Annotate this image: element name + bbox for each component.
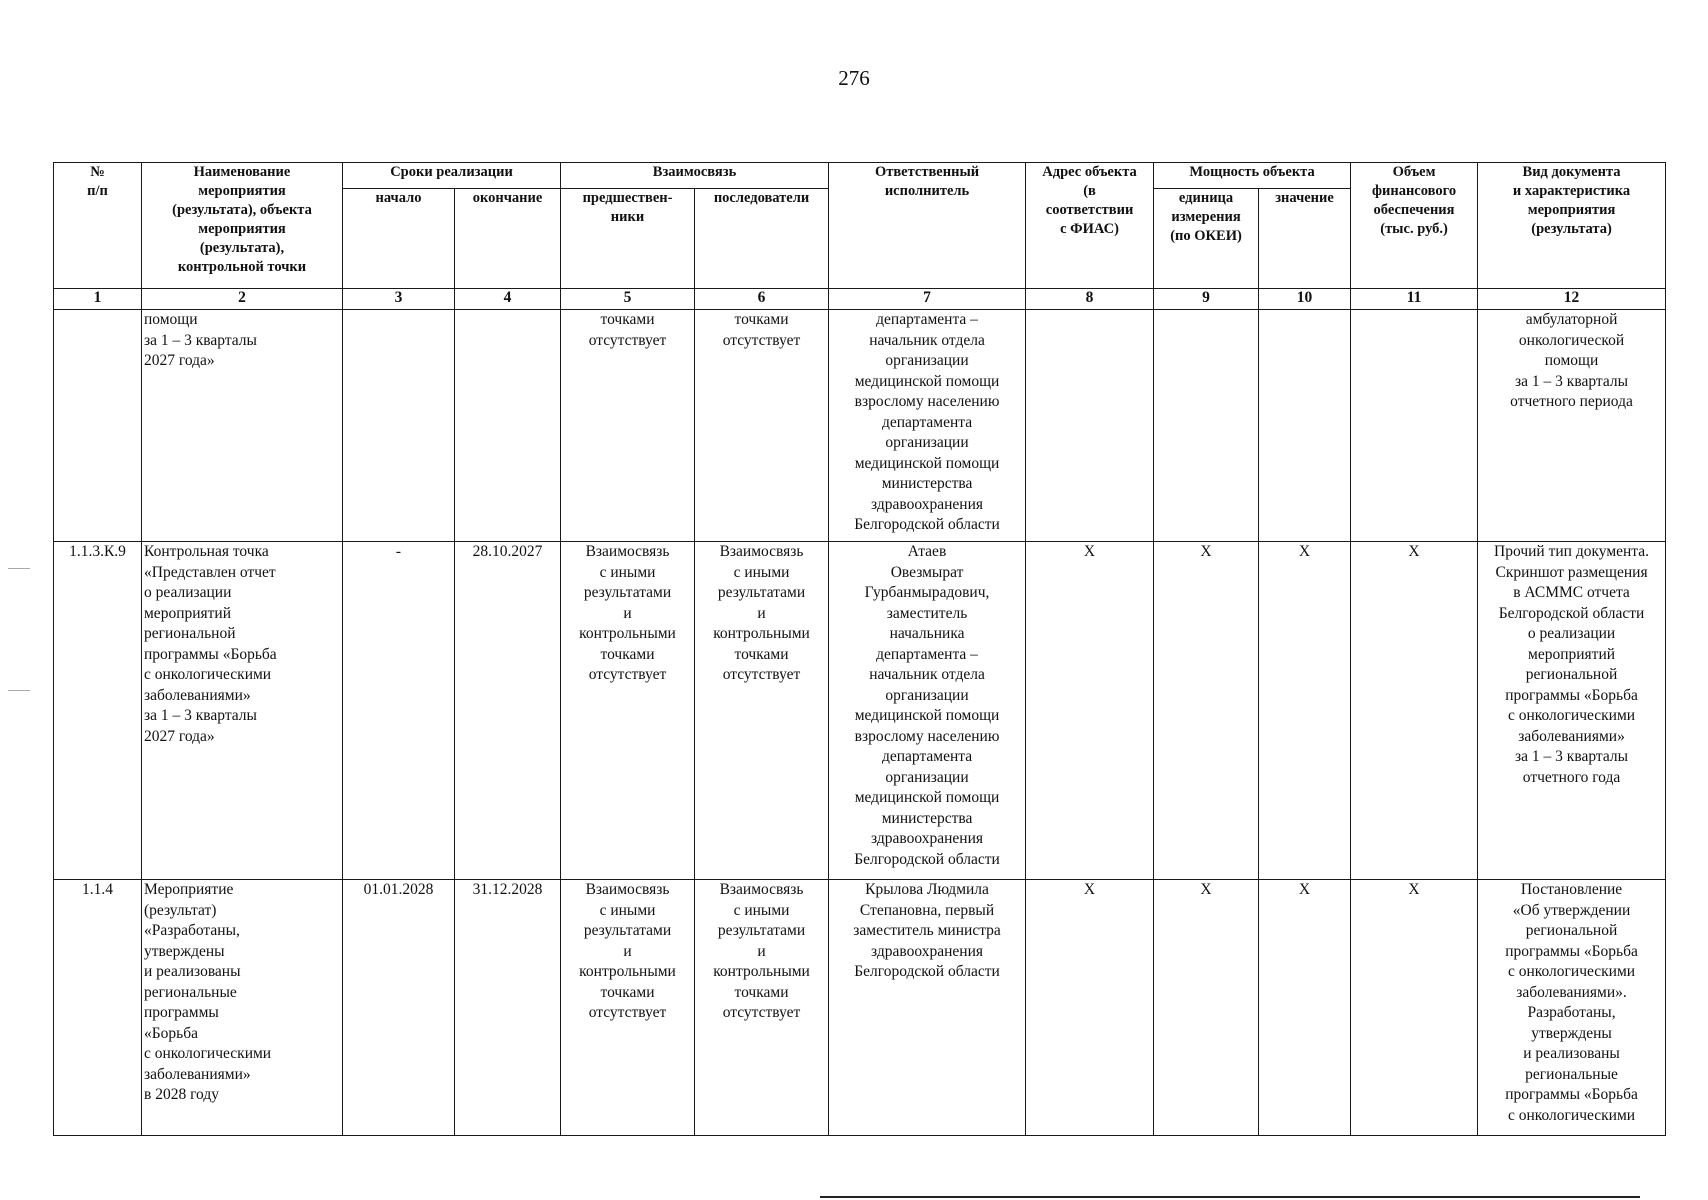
header-doc: Вид документа и характеристика мероприятия (результата) bbox=[1478, 163, 1666, 289]
row-doc: Постановление «Об утверждении региональной программы «Борьба с онкологическими заболеваниями». Разработаны, утверждены и реализованы региональные программы «Борьба с онкологическими bbox=[1478, 880, 1666, 1136]
activities-table bbox=[53, 162, 1666, 1136]
column-number-row bbox=[54, 289, 1666, 310]
row-doc: амбулаторной онкологической помощи за 1 – 3 кварталы отчетного периода bbox=[1478, 310, 1666, 542]
row-name: Контрольная точка «Представлен отчет о реализации мероприятий региональной программы «Борьба с онкологическими заболеваниями» за 1 – 3 кварталы 2027 года» bbox=[142, 542, 343, 880]
table-row bbox=[54, 880, 1666, 1136]
row-start: 01.01.2028 bbox=[343, 880, 455, 1136]
row-start: - bbox=[343, 542, 455, 880]
column-number: 12 bbox=[1478, 289, 1666, 310]
header-name: Наименование мероприятия (результата), объекта мероприятия (результата), контрольной точки bbox=[142, 163, 343, 289]
row-address: Х bbox=[1026, 880, 1154, 1136]
header-successors: последователи bbox=[695, 189, 829, 289]
row-predecessors: Взаимосвязь с иными результатами и контрольными точками отсутствует bbox=[561, 542, 695, 880]
table-row bbox=[54, 542, 1666, 880]
page-number: 276 bbox=[838, 66, 870, 90]
row-predecessors: точками отсутствует bbox=[561, 310, 695, 542]
row-address: Х bbox=[1026, 542, 1154, 880]
row-unit: Х bbox=[1154, 880, 1259, 1136]
row-unit: Х bbox=[1154, 542, 1259, 880]
row-finance bbox=[1351, 310, 1478, 542]
row-predecessors: Взаимосвязь с иными результатами и контрольными точками отсутствует bbox=[561, 880, 695, 1136]
row-unit bbox=[1154, 310, 1259, 542]
header-end: окончание bbox=[455, 189, 561, 289]
row-address bbox=[1026, 310, 1154, 542]
margin-mark bbox=[8, 568, 30, 569]
column-number: 7 bbox=[829, 289, 1026, 310]
row-value: Х bbox=[1259, 880, 1351, 1136]
row-finance: Х bbox=[1351, 880, 1478, 1136]
row-num bbox=[54, 310, 142, 542]
row-end bbox=[455, 310, 561, 542]
column-number: 2 bbox=[142, 289, 343, 310]
row-start bbox=[343, 310, 455, 542]
row-successors: Взаимосвязь с иными результатами и контрольными точками отсутствует bbox=[695, 542, 829, 880]
row-doc: Прочий тип документа. Скриншот размещения в АСММС отчета Белгородской области о реализации мероприятий региональной программы «Борьба с онкологическими заболеваниями» за 1 – 3 кварталы отчетного года bbox=[1478, 542, 1666, 880]
table-row bbox=[54, 310, 1666, 542]
row-responsible: Крылова Людмила Степановна, первый заместитель министра здравоохранения Белгородской области bbox=[829, 880, 1026, 1136]
header-capacity: Мощность объекта bbox=[1154, 163, 1351, 189]
column-number: 1 bbox=[54, 289, 142, 310]
column-number: 11 bbox=[1351, 289, 1478, 310]
column-number: 10 bbox=[1259, 289, 1351, 310]
row-successors: Взаимосвязь с иными результатами и контрольными точками отсутствует bbox=[695, 880, 829, 1136]
header-value: значение bbox=[1259, 189, 1351, 289]
row-finance: Х bbox=[1351, 542, 1478, 880]
row-value: Х bbox=[1259, 542, 1351, 880]
header-predecessors: предшествен- ники bbox=[561, 189, 695, 289]
header-start: начало bbox=[343, 189, 455, 289]
row-num: 1.1.4 bbox=[54, 880, 142, 1136]
column-number: 5 bbox=[561, 289, 695, 310]
column-number: 6 bbox=[695, 289, 829, 310]
row-responsible: Атаев Овезмырат Гурбанмырадович, заместитель начальника департамента – начальник отдела организации медицинской помощи взрослому населению департамента организации медицинской помощи министерства здравоохранения Белгородской области bbox=[829, 542, 1026, 880]
page-bottom-rule bbox=[820, 1196, 1640, 1198]
margin-mark bbox=[8, 690, 30, 691]
row-responsible: департамента – начальник отдела организации медицинской помощи взрослому населению департамента организации медицинской помощи министерства здравоохранения Белгородской области bbox=[829, 310, 1026, 542]
row-value bbox=[1259, 310, 1351, 542]
row-end: 31.12.2028 bbox=[455, 880, 561, 1136]
column-number: 4 bbox=[455, 289, 561, 310]
header-finance: Объем финансового обеспечения (тыс. руб.) bbox=[1351, 163, 1478, 289]
row-successors: точками отсутствует bbox=[695, 310, 829, 542]
header-responsible: Ответственный исполнитель bbox=[829, 163, 1026, 289]
column-number: 8 bbox=[1026, 289, 1154, 310]
column-number: 3 bbox=[343, 289, 455, 310]
row-end: 28.10.2027 bbox=[455, 542, 561, 880]
row-name: Мероприятие (результат) «Разработаны, утверждены и реализованы региональные программы «Борьба с онкологическими заболеваниями» в 2028 году bbox=[142, 880, 343, 1136]
header-address: Адрес объекта (в соответствии с ФИАС) bbox=[1026, 163, 1154, 289]
row-num: 1.1.3.К.9 bbox=[54, 542, 142, 880]
header-num: № п/п bbox=[54, 163, 142, 289]
column-number: 9 bbox=[1154, 289, 1259, 310]
row-name: помощи за 1 – 3 кварталы 2027 года» bbox=[142, 310, 343, 542]
header-terms: Сроки реализации bbox=[343, 163, 561, 189]
header-relation: Взаимосвязь bbox=[561, 163, 829, 189]
header-unit: единица измерения (по ОКЕИ) bbox=[1154, 189, 1259, 289]
